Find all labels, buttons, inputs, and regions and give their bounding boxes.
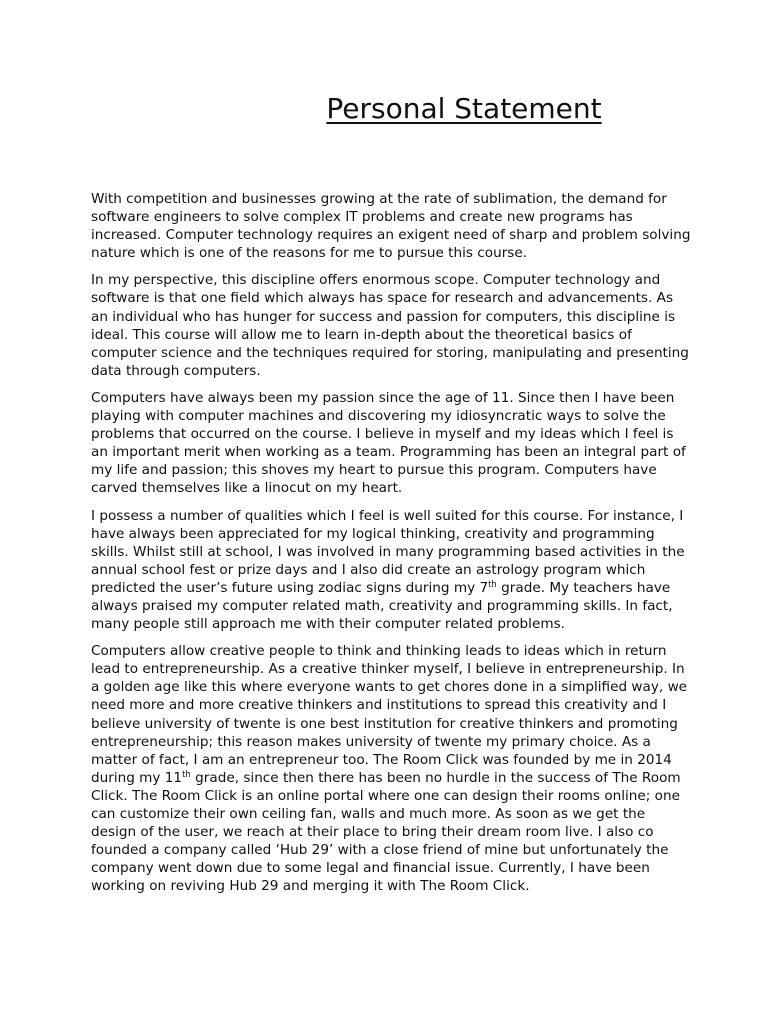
paragraph-3: Computers have always been my passion since the age of 11. Since then I have been playing with computer machines and discovering my idiosyncratic ways to solve the problems that occurred on the course. I believe in myself and my ideas which I feel is an important merit when working as a team. Programming has been an integral part of my life and passion; this shoves my heart to pursue this program. Computers have carved themselves like a linocut on my heart. (91, 389, 686, 497)
ordinal-suffix: th (182, 769, 191, 780)
paragraph-4-text-a: I possess a number of qualities which I feel is well suited for this course. For instance, I have always been appreciated for my logical thinking, creativity and programming skills. Whilst still at school, I was involved in many programming based activities in the annual school fest or prize days and I also did create an astrology program which predicted the user’s future using zodiac signs during my 7 (91, 507, 685, 596)
paragraph-5-text-a: Computers allow creative people to think and thinking leads to ideas which in return lead to entrepreneurship. As a creative thinker myself, I believe in entrepreneurship. In a golden age like this where everyone wants to get chores done in a simplified way, we need more and more creative thinkers and institutions to spread this creativity and I believe university of twente is one best institution for creative thinkers and promoting entrepreneurship; this reason makes university of twente my primary choice. As a matter of fact, I am an entrepreneur too. The Room Click was founded by me in 2014 during my 11 (91, 643, 688, 786)
paragraph-2: In my perspective, this discipline offers enormous scope. Computer technology and software is that one field which always has space for research and advancements. As an individual who has hunger for success and passion for computers, this discipline is ideal. This course will allow me to learn in-depth about the theoretical basics of computer science and the techniques required for storing, manipulating and presenting data through computers. (91, 272, 689, 379)
paragraph-5-text-b: grade, since then there has been no hurdle in the success of The Room Click. The Room Click is an online portal where one can design their rooms online; one can customize their own ceiling fan, walls and much more. As soon as we get the design of the user, we reach at their place to bring their dream room live. I also co founded a company called ‘Hub 29’ with a close friend of mine but unfortunately the company went down due to some legal and financial issue. Currently, I have been working on reviving Hub 29 and merging it with The Room Click. (91, 769, 681, 895)
ordinal-suffix: th (488, 579, 497, 590)
statement-body (91, 190, 691, 904)
page-title: Personal Statement (326, 92, 602, 125)
paragraph-1: With competition and businesses growing at the rate of sublimation, the demand for software engineers to solve complex IT problems and create new programs has increased. Computer technology requires an exigent need of sharp and problem solving nature which is one of the reasons for me to pursue this course. (91, 191, 691, 262)
paragraph-5 (91, 642, 691, 895)
paragraph-4-text-b: grade. My teachers have always praised my computer related math, creativity and programming skills. In fact, many people still approach me with their computer related problems. (91, 579, 673, 633)
paragraph-4 (91, 507, 691, 634)
